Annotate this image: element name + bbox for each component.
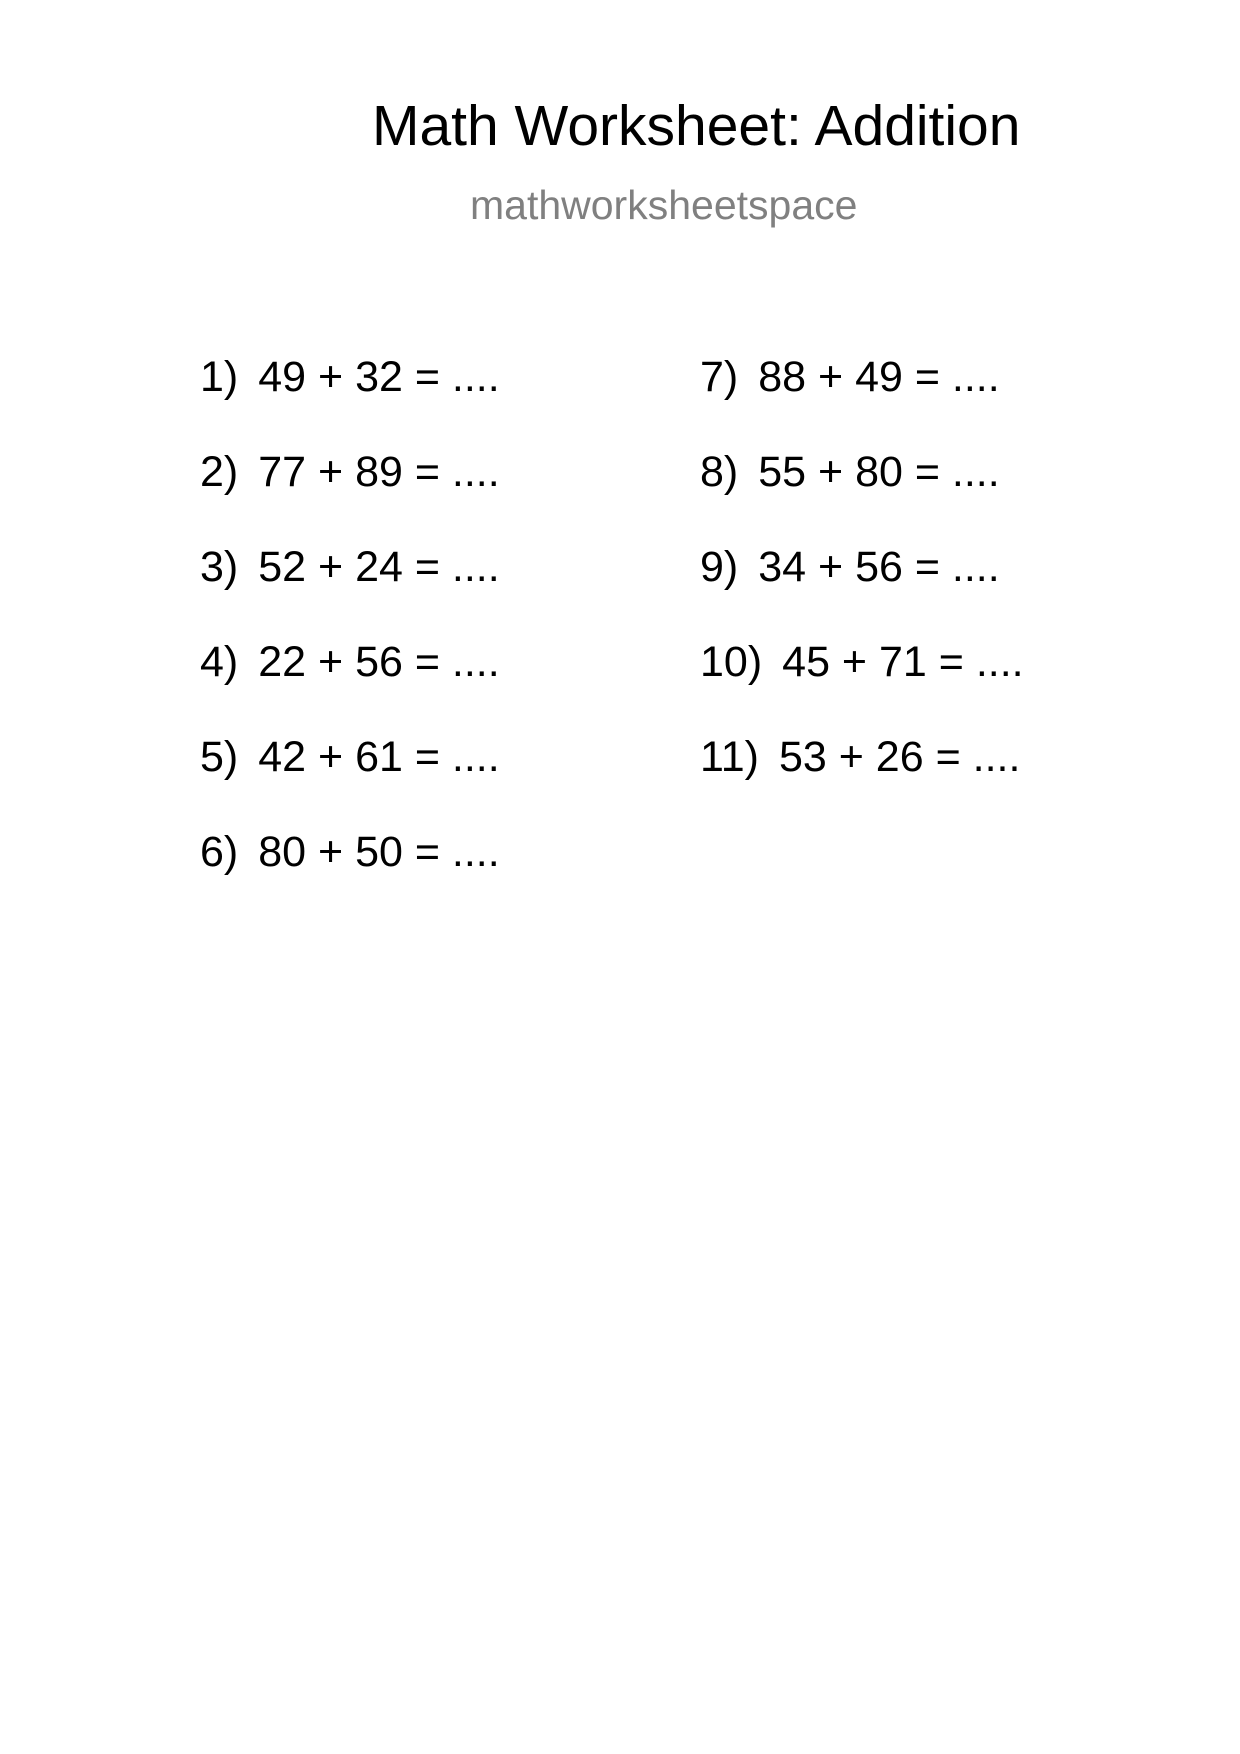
problem-item	[200, 828, 500, 926]
problem-number: 8)	[700, 448, 739, 496]
problem-expression: 80 + 50 = ....	[258, 828, 500, 876]
problem-number: 11)	[700, 733, 759, 781]
problem-number: 7)	[700, 353, 739, 401]
problem-number: 6)	[200, 828, 239, 876]
page-title: Math Worksheet: Addition	[372, 94, 1021, 158]
problem-item	[700, 638, 1024, 736]
problem-item	[700, 543, 1024, 641]
problem-column-left	[200, 353, 500, 926]
problem-number: 2)	[200, 448, 239, 496]
problem-item	[200, 543, 500, 641]
problem-expression: 45 + 71 = ....	[782, 638, 1024, 686]
problem-item	[700, 353, 1024, 451]
problem-item	[200, 638, 500, 736]
problem-expression: 52 + 24 = ....	[258, 543, 500, 591]
problem-expression: 55 + 80 = ....	[758, 448, 1000, 496]
problem-item	[700, 733, 1024, 831]
problem-expression: 42 + 61 = ....	[258, 733, 500, 781]
problem-number: 3)	[200, 543, 239, 591]
problem-number: 9)	[700, 543, 739, 591]
problem-item	[200, 733, 500, 831]
problem-column-right	[700, 353, 1024, 831]
problem-expression: 88 + 49 = ....	[758, 353, 1000, 401]
problem-expression: 34 + 56 = ....	[758, 543, 1000, 591]
problem-expression: 53 + 26 = ....	[778, 733, 1021, 781]
problem-expression: 22 + 56 = ....	[258, 638, 500, 686]
problem-item	[200, 353, 500, 451]
problem-number: 10)	[700, 638, 763, 686]
problem-expression: 77 + 89 = ....	[258, 448, 500, 496]
problem-number: 1)	[200, 353, 239, 401]
problem-item	[200, 448, 500, 546]
problem-expression: 49 + 32 = ....	[258, 353, 500, 401]
problem-number: 4)	[200, 638, 239, 686]
problem-item	[700, 448, 1024, 546]
page-subtitle: mathworksheetspace	[470, 182, 858, 228]
problem-number: 5)	[200, 733, 239, 781]
